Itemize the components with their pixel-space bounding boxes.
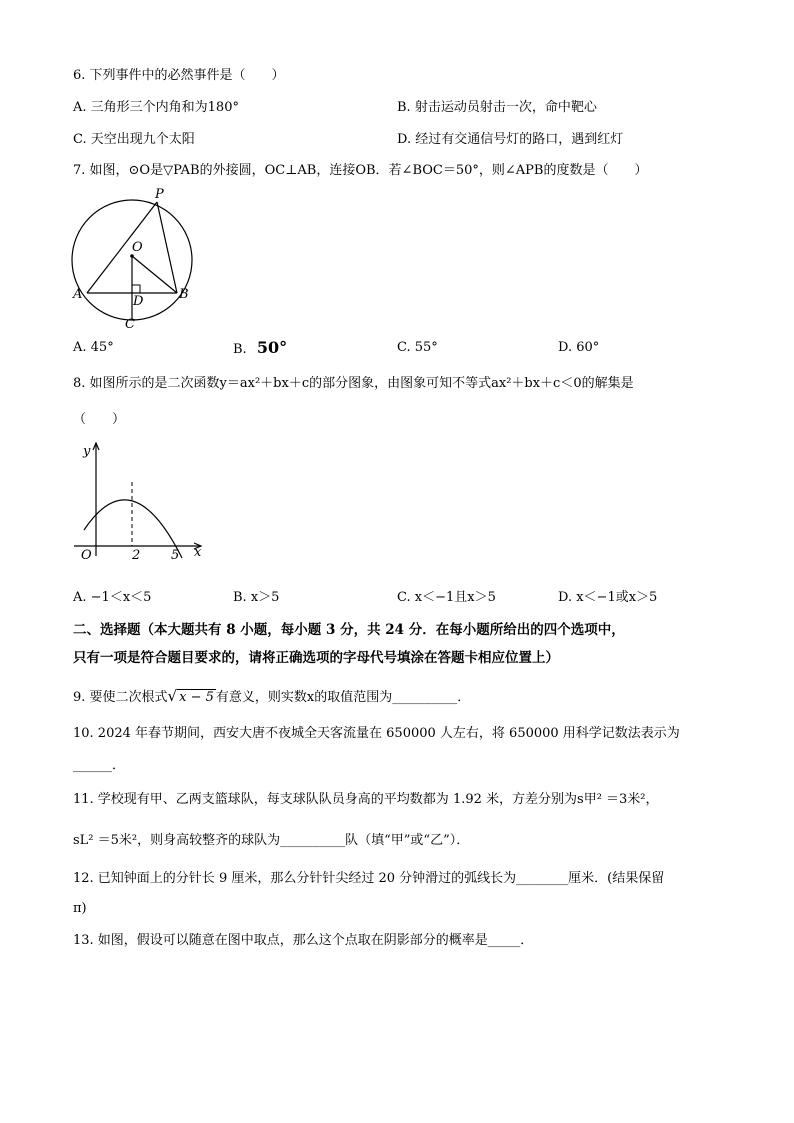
segment-pa	[87, 202, 157, 293]
label-two: 2	[132, 548, 141, 563]
q9-post: 有意义，则实数x的取值范围为__________．	[215, 690, 471, 705]
section2-heading-line2: 只有一项是符合题目要求的，请将正确选项的字母代号填涂在答题卡相应位置上）	[73, 650, 559, 666]
label-origin: O	[81, 548, 92, 563]
section2-heading-line1: 二、选择题（本大题共有 8 小题，每小题 3 分，共 24 分．在每小题所给出的四个选项中，	[73, 622, 625, 638]
q9-pre: 9. 要使二次根式	[73, 690, 168, 705]
q11-line2: sL² ＝5米²，则身高较整齐的球队为__________队（填“甲”或“乙”）．	[73, 833, 470, 848]
right-angle-mark	[132, 285, 140, 293]
label-c: C	[125, 317, 135, 332]
label-a: A	[73, 287, 83, 302]
q12-line1: 12. 已知钟面上的分针长 9 厘米，那么分针针尖经过 20 分钟滑过的弧线长为________厘米．(结果保留	[73, 871, 665, 886]
q9-line	[73, 688, 470, 706]
label-x: x	[194, 545, 202, 560]
q8-option-a: A. −1＜x＜5	[73, 590, 152, 605]
q7-stem: 7. 如图，⊙O是▽PAB的外接圆，OC⊥AB，连接OB．若∠BOC＝50°，则∠APB的度数是（ ）	[73, 163, 648, 178]
q6-stem: 6. 下列事件中的必然事件是（ ）	[73, 68, 285, 83]
q9-radicand: x − 5	[179, 690, 214, 705]
q7-option-a: A. 45°	[73, 340, 114, 355]
q7-option-b	[233, 340, 287, 358]
q7-option-b-value: 50°	[256, 338, 288, 357]
q8-option-c: C. x＜−1且x＞5	[397, 590, 496, 605]
q7-circle-figure	[66, 186, 206, 332]
q8-option-b: B. x＞5	[233, 590, 280, 605]
q6-option-a: A. 三角形三个内角和为180°	[73, 100, 239, 115]
q10-line1: 10. 2024 年春节期间，西安大唐不夜城全天客流量在 650000 人左右，将 650000 用科学记数法表示为	[73, 726, 680, 741]
label-d: D	[133, 294, 144, 309]
q7-option-b-label: B.	[233, 342, 247, 357]
label-y: y	[83, 444, 91, 459]
q8-parabola-figure	[66, 438, 211, 568]
q12-line2: π)	[73, 901, 87, 916]
label-five: 5	[171, 548, 180, 563]
q6-option-d: D. 经过有交通信号灯的路口，遇到红灯	[397, 132, 624, 147]
q11-line1: 11. 学校现有甲、乙两支篮球队，每支球队队员身高的平均数都为 1.92 米，方差分别为s甲² ＝3米²，	[73, 792, 659, 807]
label-b: B	[179, 287, 189, 302]
sqrt-symbol: √	[167, 687, 178, 705]
q7-option-d: D. 60°	[558, 340, 600, 355]
label-o: O	[132, 240, 143, 255]
q8-paren: （ ）	[73, 412, 126, 427]
q6-option-c: C. 天空出现九个太阳	[73, 132, 195, 147]
q13-line: 13. 如图，假设可以随意在图中取点，那么这个点取在阴影部分的概率是_____．	[73, 933, 534, 948]
label-p: P	[155, 187, 164, 202]
q7-option-c: C. 55°	[397, 340, 438, 355]
q10-line2: ______．	[73, 758, 126, 773]
q8-stem: 8. 如图所示的是二次函数y＝ax²＋bx＋c的部分图象，由图象可知不等式ax²＋bx＋c＜0的解集是	[73, 376, 634, 391]
q8-option-d: D. x＜−1或x＞5	[558, 590, 658, 605]
q6-option-b: B. 射击运动员射击一次，命中靶心	[397, 100, 597, 115]
